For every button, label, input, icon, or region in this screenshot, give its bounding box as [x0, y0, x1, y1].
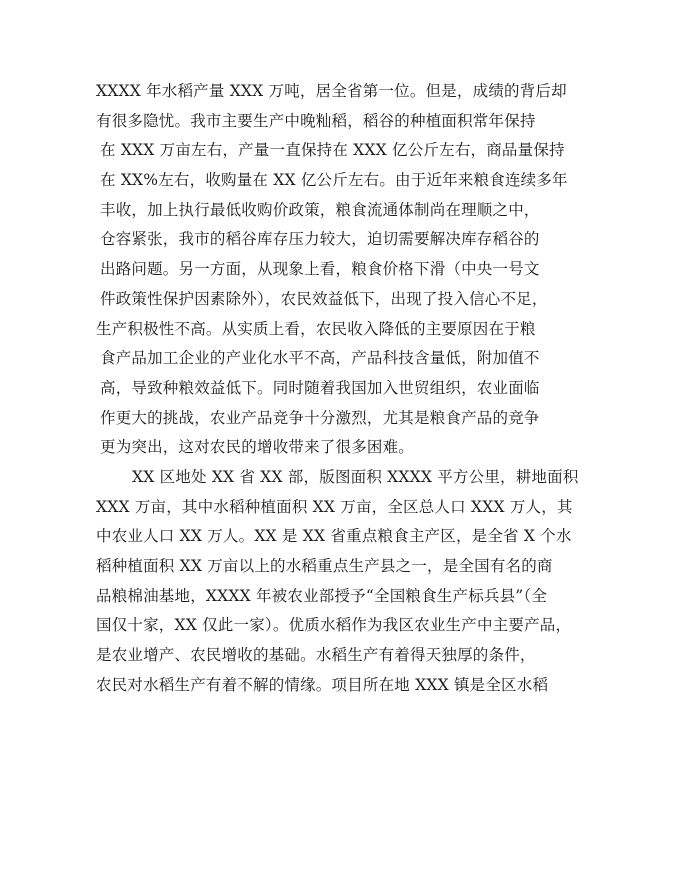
- text-line: 品粮棉油基地，XXXX 年被农业部授予“全国粮食生产标兵县”（全: [96, 586, 548, 605]
- text-line: 作更大的挑战，农业产品竞争十分激烈，尤其是粮食产品的竞争: [100, 408, 540, 427]
- text-line: 件政策性保护因素除外），农民效益低下，出现了投入信心不足，: [100, 289, 548, 308]
- text-line: 仓容紧张，我市的稻谷库存压力较大，迫切需要解决库存稻谷的: [100, 230, 540, 249]
- text-line: 在 XX%左右，收购量在 XX 亿公斤左右。由于近年来粮食连续多年: [100, 171, 568, 190]
- paragraph-first-line: XX 区地处 XX 省 XX 部，版图面积 XXXX 平方公里，耕地面积: [132, 467, 579, 486]
- text-line: 生产积极性不高。从实质上看，农民收入降低的主要原因在于粮: [96, 319, 536, 338]
- text-line: 是农业增产、农民增收的基础。水稻生产有着得天独厚的条件，: [96, 646, 536, 665]
- text-line: 国仅十家，XX 仅此一家）。优质水稻作为我区农业生产中主要产品，: [96, 616, 572, 635]
- text-line: 中农业人口 XX 万人。XX 是 XX 省重点粮食主产区，是全省 X 个水: [96, 527, 572, 546]
- document-body: [96, 77, 596, 700]
- text-line: 农民对水稻生产有着不解的情缘。项目所在地 XXX 镇是全区水稻: [96, 675, 549, 694]
- text-line: 丰收，加上执行最低收购价政策，粮食流通体制尚在理顺之中，: [100, 200, 540, 219]
- text-line: 食产品加工企业的产业化水平不高，产品科技含量低，附加值不: [100, 349, 540, 368]
- text-line: 在 XXX 万亩左右，产量一直保持在 XXX 亿公斤左右，商品量保持: [100, 141, 565, 160]
- text-line: 稻种植面积 XX 万亩以上的水稻重点生产县之一，是全国有名的商: [96, 557, 553, 575]
- text-line: XXXX 年水稻产量 XXX 万吨，居全省第一位。但是，成绩的背后却: [96, 82, 567, 100]
- text-line: XXX 万亩，其中水稻种植面积 XX 万亩，全区总人口 XXX 万人，其: [96, 497, 573, 516]
- text-line: 有很多隐忧。我市主要生产中晚籼稻，稻谷的种植面积常年保持: [96, 111, 536, 130]
- text-line: 出路问题。另一方面，从现象上看，粮食价格下滑（中央一号文: [100, 260, 540, 279]
- text-line: 高，导致种粮效益低下。同时随着我国加入世贸组织，农业面临: [100, 378, 540, 397]
- text-line: 更为突出，这对农民的增收带来了很多困难。: [100, 438, 415, 457]
